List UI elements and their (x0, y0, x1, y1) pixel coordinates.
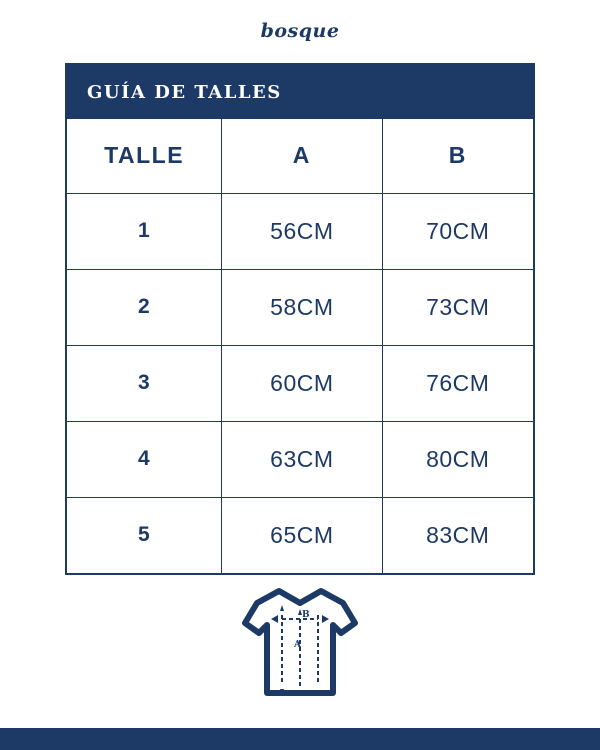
cell-b: 80CM (382, 421, 533, 497)
cell-talle: 4 (67, 421, 222, 497)
cell-talle: 1 (67, 193, 222, 269)
table-header (67, 65, 533, 119)
table-row (67, 269, 533, 345)
brand-logo: bosque (260, 20, 340, 42)
cell-a: 58CM (222, 269, 382, 345)
cell-a: 56CM (222, 193, 382, 269)
cell-b: 76CM (382, 345, 533, 421)
table-row (67, 421, 533, 497)
cell-talle: 5 (67, 497, 222, 573)
table-row (67, 497, 533, 573)
table-row (67, 345, 533, 421)
table-title: GUÍA DE TALLES (87, 81, 282, 103)
cell-talle: 2 (67, 269, 222, 345)
size-guide-table (65, 63, 535, 575)
column-header-talle: TALLE (67, 119, 222, 193)
table-header-row (67, 119, 533, 193)
column-header-b: B (382, 119, 533, 193)
cell-b: 73CM (382, 269, 533, 345)
label-a: A (294, 640, 301, 650)
cell-a: 60CM (222, 345, 382, 421)
column-header-a: A (222, 119, 382, 193)
cell-a: 63CM (222, 421, 382, 497)
cell-a: 65CM (222, 497, 382, 573)
tshirt-icon (235, 585, 365, 700)
size-table (67, 119, 533, 573)
table-row (67, 193, 533, 269)
footer-bar (0, 728, 600, 750)
cell-b: 83CM (382, 497, 533, 573)
label-b: B (302, 610, 310, 620)
cell-b: 70CM (382, 193, 533, 269)
cell-talle: 3 (67, 345, 222, 421)
tshirt-measurement-diagram (0, 585, 600, 700)
